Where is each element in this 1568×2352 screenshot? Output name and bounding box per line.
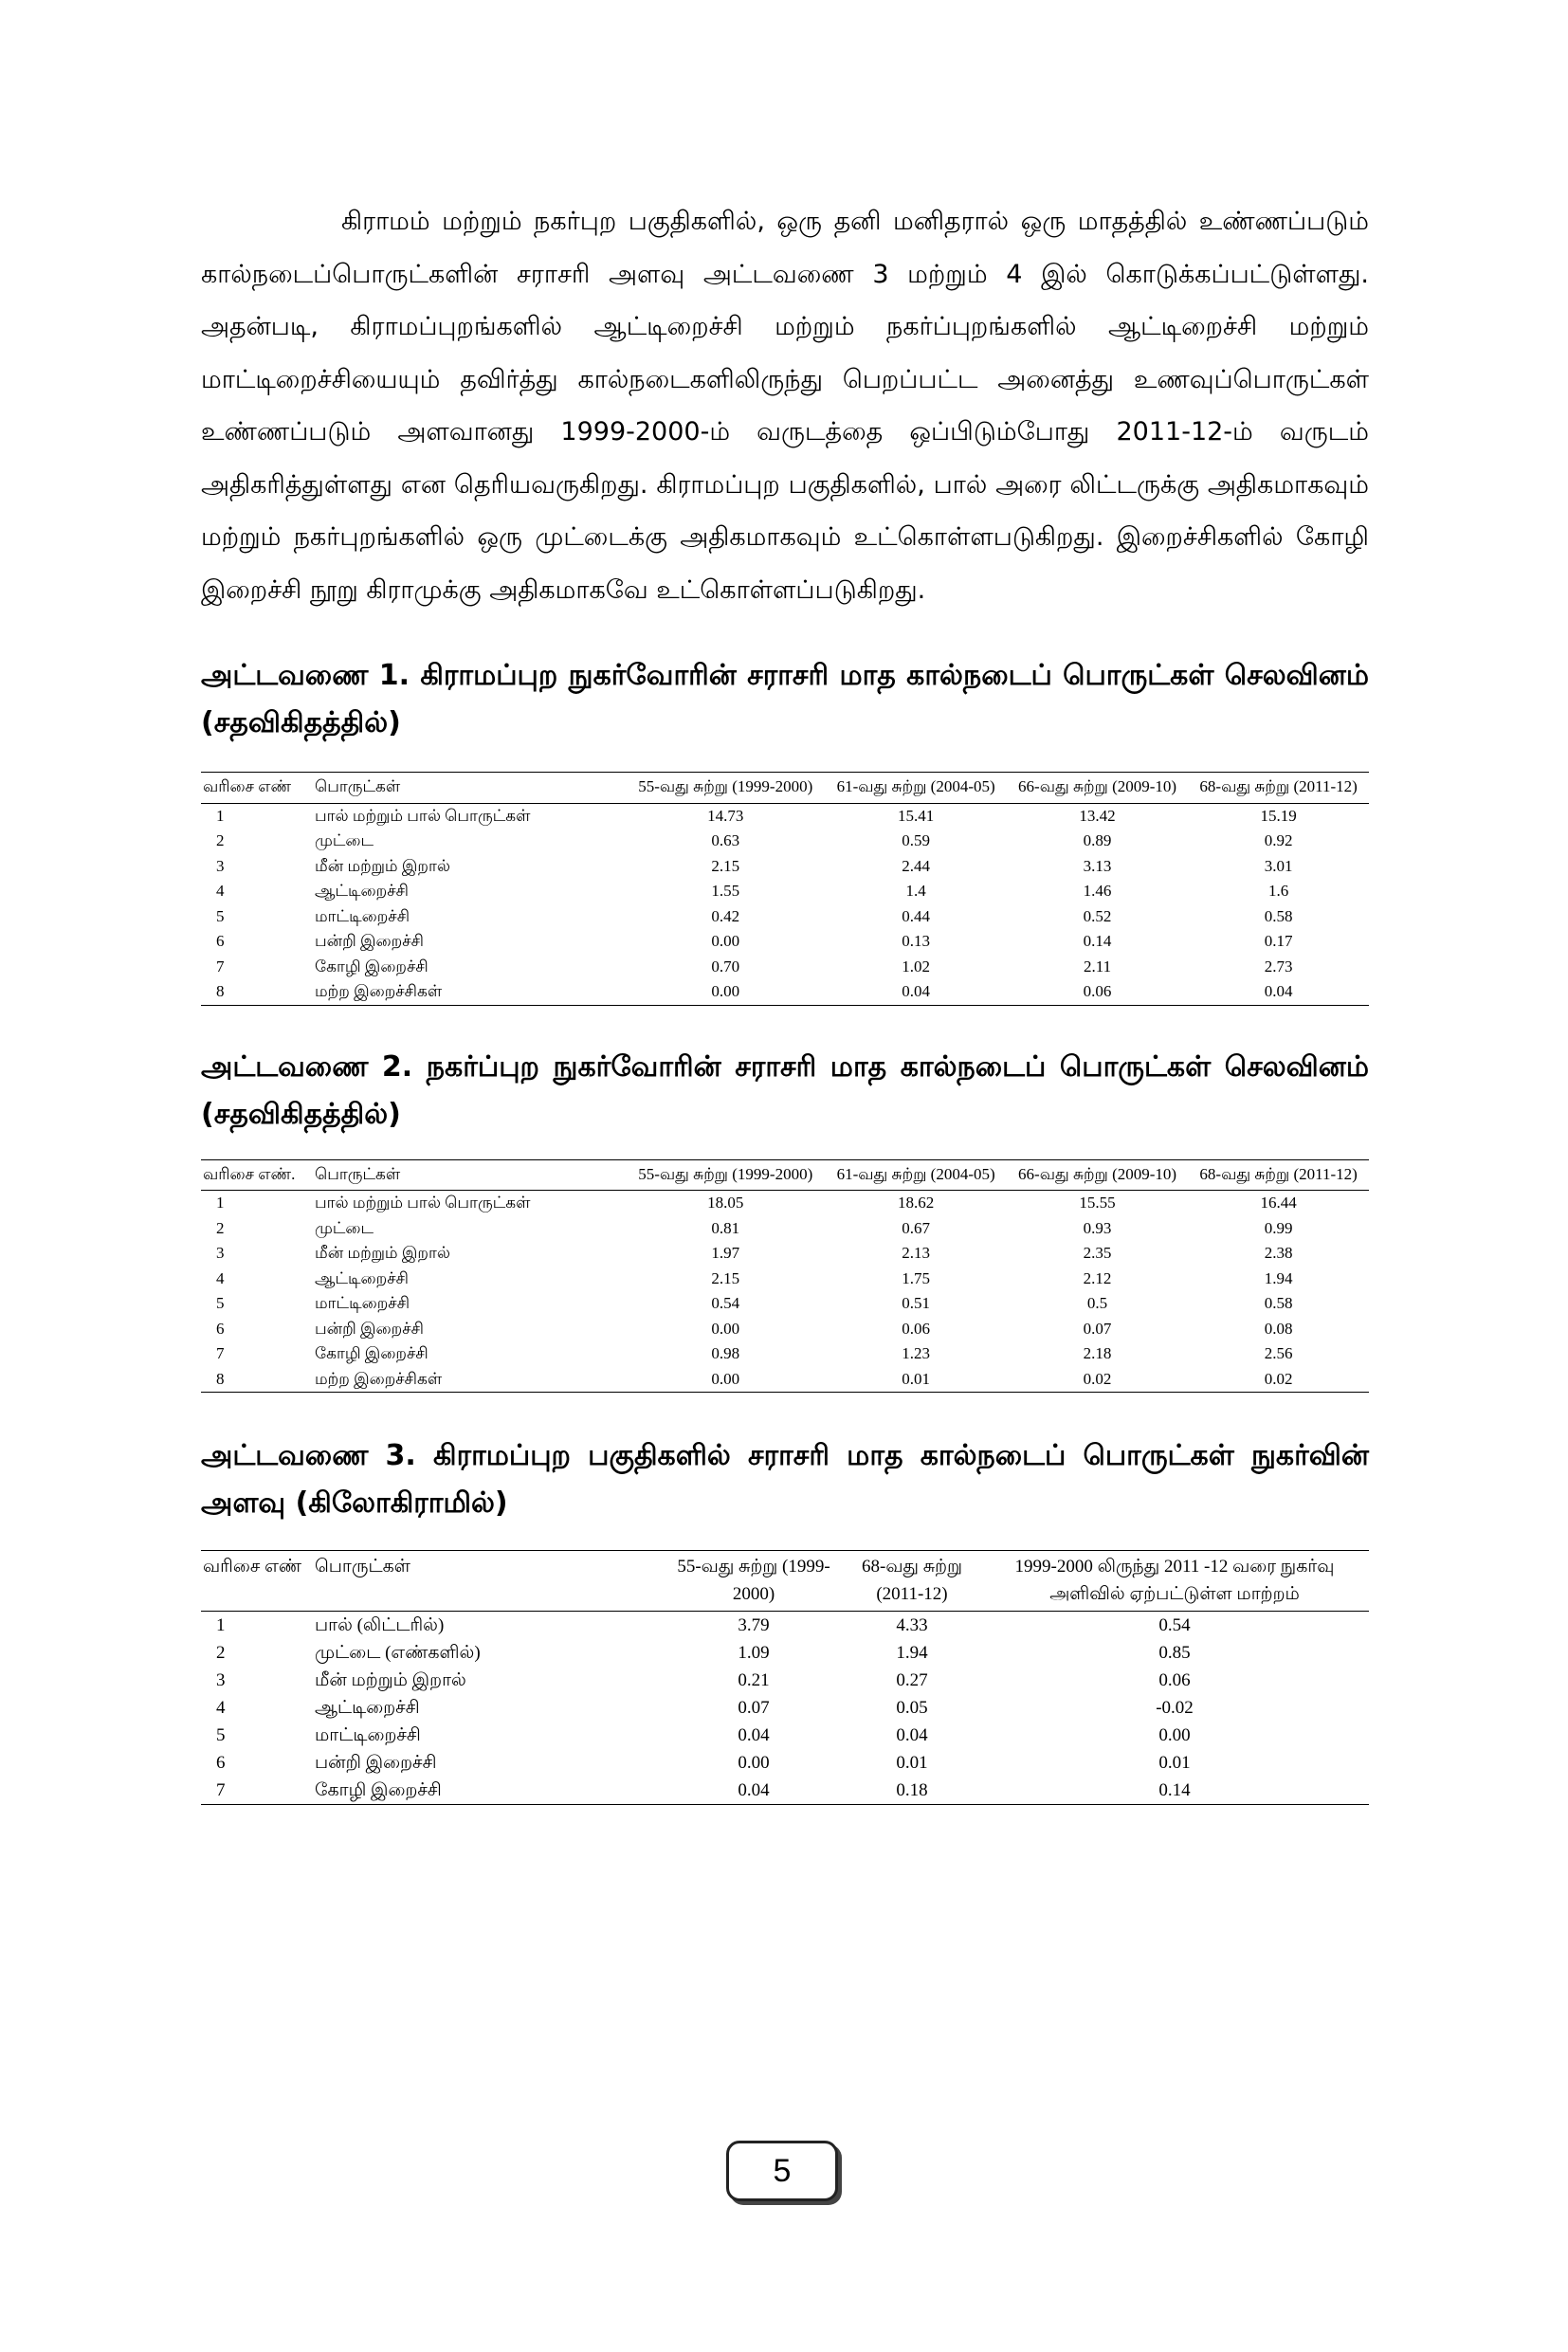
table1-value-cell: 2.73 <box>1264 957 1293 975</box>
table1-row <box>201 879 1369 904</box>
table3-value-cell: 0.01 <box>1158 1753 1191 1773</box>
table2-serial-cell: 8 <box>216 1369 225 1388</box>
table3-item-cell: முட்டை (எண்களில்) <box>315 1643 481 1663</box>
table2-header-row <box>201 1159 1369 1191</box>
table1-value-cell: 0.52 <box>1083 906 1112 925</box>
table1-value-cell: 3.01 <box>1264 856 1293 875</box>
table3-value-cell: 0.01 <box>896 1753 928 1773</box>
table3-item-cell: கோழி இறைச்சி <box>315 1780 442 1800</box>
table1-value-cell: 15.19 <box>1260 806 1297 825</box>
table1-row <box>201 854 1369 880</box>
table1-serial-cell: 2 <box>216 831 225 849</box>
table3-header-round55: 55-வது சுற்று (1999-2000) <box>677 1557 830 1604</box>
table2-serial-cell: 1 <box>216 1194 225 1212</box>
table2-header-round66: 66-வது சுற்று (2009-10) <box>1018 1164 1177 1183</box>
table2-value-cell: 1.23 <box>902 1344 931 1362</box>
table1-row <box>201 829 1369 854</box>
table2-value-cell: 2.56 <box>1264 1344 1293 1362</box>
table2-header-item: பொருட்கள் <box>315 1164 401 1183</box>
table1-header-serial: வரிசை எண் <box>203 777 292 795</box>
table1-serial-cell: 4 <box>216 882 225 900</box>
table2-value-cell: 0.98 <box>711 1344 740 1362</box>
table1-value-cell: 0.42 <box>711 906 740 925</box>
table3-serial-cell: 1 <box>216 1615 226 1635</box>
table1-value-cell: 0.04 <box>1264 982 1293 1000</box>
table2-value-cell: 0.00 <box>711 1369 740 1388</box>
table1-row <box>201 904 1369 930</box>
table2-value-cell: 2.15 <box>711 1268 740 1287</box>
table2-serial-cell: 3 <box>216 1244 225 1262</box>
table1-header-item: பொருட்கள் <box>315 777 401 795</box>
table1-row <box>201 929 1369 955</box>
table1-serial-cell: 3 <box>216 856 225 875</box>
table3-value-cell: 4.33 <box>896 1615 928 1635</box>
table1-value-cell: 0.92 <box>1264 831 1293 849</box>
table1-item-cell: ஆட்டிறைச்சி <box>315 882 409 900</box>
table3-serial-cell: 6 <box>216 1753 226 1773</box>
table2-value-cell: 0.58 <box>1264 1294 1293 1312</box>
table1-value-cell: 0.06 <box>1083 982 1112 1000</box>
table2-value-cell: 0.01 <box>902 1369 931 1388</box>
table2-header-serial: வரிசை எண். <box>203 1164 296 1183</box>
table2-value-cell: 0.02 <box>1264 1369 1293 1388</box>
table2-value-cell: 15.55 <box>1079 1194 1116 1212</box>
table1-value-cell: 3.13 <box>1083 856 1112 875</box>
table2-row <box>201 1267 1369 1292</box>
table1-value-cell: 0.17 <box>1264 932 1293 950</box>
table1-value-cell: 0.13 <box>902 932 931 950</box>
table1-value-cell: 2.44 <box>902 856 931 875</box>
page-number-badge <box>726 2141 840 2201</box>
table3-item-cell: ஆட்டிறைச்சி <box>315 1698 420 1718</box>
table2-value-cell: 1.97 <box>711 1244 740 1262</box>
table1-item-cell: மீன் மற்றும் இறால் <box>315 856 450 875</box>
table2-item-cell: கோழி இறைச்சி <box>315 1344 428 1362</box>
table3-value-cell: 0.21 <box>738 1670 770 1690</box>
table2-serial-cell: 6 <box>216 1319 225 1338</box>
table2-item-cell: பால் மற்றும் பால் பொருட்கள் <box>315 1194 531 1212</box>
table3-serial-cell: 7 <box>216 1780 226 1800</box>
table2-row <box>201 1367 1369 1393</box>
table2-row <box>201 1241 1369 1267</box>
table2-value-cell: 18.62 <box>898 1194 935 1212</box>
table2-value-cell: 0.54 <box>711 1294 740 1312</box>
table3-row <box>201 1639 1369 1667</box>
table2-item-cell: முட்டை <box>315 1218 374 1237</box>
table2-row <box>201 1191 1369 1216</box>
table3-value-cell: 0.04 <box>896 1725 928 1745</box>
table2-row <box>201 1341 1369 1367</box>
table3 <box>201 1550 1369 1805</box>
table3-value-cell: 0.04 <box>738 1780 770 1800</box>
table1-value-cell: 0.70 <box>711 957 740 975</box>
table3-value-cell: -0.02 <box>1156 1698 1194 1718</box>
table2 <box>201 1159 1369 1394</box>
table3-serial-cell: 2 <box>216 1643 226 1663</box>
table3-header-row <box>201 1551 1369 1612</box>
table1-value-cell: 2.11 <box>1083 957 1112 975</box>
body-paragraph: கிராமம் மற்றும் நகர்புற பகுதிகளில், ஒரு தனி மனிதரால் ஒரு மாதத்தில் உண்ணப்படும் கால்நடைப்பொருட்களின் சராசரி அளவு அட்டவணை 3 மற்றும் 4 இல் கொடுக்கப்பட்டுள்ளது. அதன்படி, கிராமப்புறங்களில் ஆட்டிறைச்சி மற்றும் நகர்ப்புறங்களில் ஆட்டிறைச்சி மற்றும் மாட்டிறைச்சியையும் தவிர்த்து கால்நடைகளிலிருந்து பெறப்பட்ட அனைத்து உணவுப்பொருட்கள் உண்ணப்படும் அளவானது 1999-2000-ம் வருடத்தை ஒப்பிடும்போது 2011-12-ம் வருடம் அதிகரித்துள்ளது என தெரியவருகிறது. கிராமப்புற பகுதிகளில், பால் அரை லிட்டருக்கு அதிகமாகவும் மற்றும் நகர்புறங்களில் ஒரு முட்டைக்கு அதிகமாகவும் உட்கொள்ளபடுகிறது. இறைச்சிகளில் கோழி இறைச்சி நூறு கிராமுக்கு அதிகமாகவே உட்கொள்ளப்படுகிறது. <box>201 207 1369 605</box>
table1-serial-cell: 6 <box>216 932 225 950</box>
table3-header-round68: 68-வது சுற்று (2011-12) <box>862 1557 962 1604</box>
table3-value-cell: 0.54 <box>1158 1615 1191 1635</box>
table1-row <box>201 955 1369 980</box>
table2-item-cell: ஆட்டிறைச்சி <box>315 1268 409 1287</box>
table2-value-cell: 0.02 <box>1083 1369 1112 1388</box>
table2-value-cell: 2.35 <box>1083 1244 1112 1262</box>
table1-value-cell: 0.58 <box>1264 906 1293 925</box>
table2-item-cell: பன்றி இறைச்சி <box>315 1319 424 1338</box>
table3-item-cell: பால் (லிட்டரில்) <box>315 1615 445 1635</box>
table2-serial-cell: 4 <box>216 1268 225 1287</box>
table1-value-cell: 1.02 <box>902 957 931 975</box>
table2-value-cell: 18.05 <box>707 1194 744 1212</box>
table1-value-cell: 0.00 <box>711 982 740 1000</box>
table2-row <box>201 1317 1369 1342</box>
table3-value-cell: 0.00 <box>1158 1725 1191 1745</box>
table1-value-cell: 14.73 <box>707 806 744 825</box>
table2-value-cell: 2.12 <box>1083 1268 1112 1287</box>
table2-value-cell: 0.06 <box>902 1319 931 1338</box>
table3-value-cell: 0.00 <box>738 1753 770 1773</box>
table2-value-cell: 2.13 <box>902 1244 931 1262</box>
table1-value-cell: 1.6 <box>1268 882 1289 900</box>
table3-serial-cell: 5 <box>216 1725 226 1745</box>
table1-value-cell: 13.42 <box>1079 806 1116 825</box>
table2-value-cell: 0.93 <box>1083 1218 1112 1237</box>
table2-value-cell: 0.99 <box>1264 1218 1293 1237</box>
table3-value-cell: 0.18 <box>896 1780 928 1800</box>
table3-row <box>201 1694 1369 1722</box>
table2-value-cell: 0.5 <box>1086 1294 1108 1312</box>
table3-row <box>201 1749 1369 1777</box>
table2-value-cell: 2.18 <box>1083 1344 1112 1362</box>
table2-header-round68: 68-வது சுற்று (2011-12) <box>1199 1164 1358 1183</box>
table3-item-cell: மீன் மற்றும் இறால் <box>315 1670 466 1690</box>
table1-value-cell: 0.89 <box>1083 831 1112 849</box>
table2-item-cell: மற்ற இறைச்சிகள் <box>315 1369 443 1388</box>
table2-body <box>201 1191 1369 1393</box>
table1-row <box>201 803 1369 829</box>
table2-value-cell: 0.00 <box>711 1319 740 1338</box>
table2-value-cell: 1.75 <box>902 1268 931 1287</box>
table1-item-cell: கோழி இறைச்சி <box>315 957 428 975</box>
table1-caption: அட்டவணை 1. கிராமப்புற நுகர்வோரின் சராசரி மாத கால்நடைப் பொருட்கள் செலவினம் (சதவிகிதத்தில்) <box>201 659 1369 739</box>
table1-value-cell: 0.59 <box>902 831 931 849</box>
table2-header-round55: 55-வது சுற்று (1999-2000) <box>638 1164 813 1183</box>
table3-header-change: 1999-2000 லிருந்து 2011 -12 வரை நுகர்வு அளிவில் ஏற்பட்டுள்ள மாற்றம் <box>1014 1557 1335 1604</box>
page-number: 5 <box>773 2153 792 2189</box>
table2-value-cell: 0.81 <box>711 1218 740 1237</box>
table3-caption: அட்டவணை 3. கிராமப்புற பகுதிகளில் சராசரி மாத கால்நடைப் பொருட்கள் நுகர்வின் அளவு (கிலோகிராமில்) <box>201 1439 1369 1520</box>
table1-row <box>201 979 1369 1005</box>
table1-value-cell: 1.55 <box>711 882 740 900</box>
table2-serial-cell: 2 <box>216 1218 225 1237</box>
table2-caption: அட்டவணை 2. நகர்ப்புற நுகர்வோரின் சராசரி மாத கால்நடைப் பொருட்கள் செலவினம் (சதவிகிதத்தில்) <box>201 1049 1369 1131</box>
table2-item-cell: மீன் மற்றும் இறால் <box>315 1244 450 1262</box>
table2-row <box>201 1291 1369 1317</box>
table3-value-cell: 0.07 <box>738 1698 770 1718</box>
table1-serial-cell: 1 <box>216 806 225 825</box>
table2-item-cell: மாட்டிறைச்சி <box>315 1294 410 1312</box>
table1-header-row <box>201 773 1369 804</box>
table1-item-cell: மற்ற இறைச்சிகள் <box>315 982 443 1000</box>
table3-header-item: பொருட்கள் <box>315 1557 410 1577</box>
table1-header-round66: 66-வது சுற்று (2009-10) <box>1018 777 1177 795</box>
table3-value-cell: 0.27 <box>896 1670 928 1690</box>
table1-value-cell: 0.63 <box>711 831 740 849</box>
table3-value-cell: 1.94 <box>896 1643 928 1663</box>
table2-value-cell: 16.44 <box>1260 1194 1297 1212</box>
table2-header-round61: 61-வது சுற்று (2004-05) <box>836 1164 995 1183</box>
table3-value-cell: 3.79 <box>738 1615 770 1635</box>
table1-header-round68: 68-வது சுற்று (2011-12) <box>1199 777 1358 795</box>
table3-value-cell: 0.04 <box>738 1725 770 1745</box>
table3-row <box>201 1612 1369 1640</box>
table3-serial-cell: 3 <box>216 1670 226 1690</box>
table2-serial-cell: 5 <box>216 1294 225 1312</box>
table1-header-round55: 55-வது சுற்று (1999-2000) <box>638 777 813 795</box>
table2-value-cell: 2.38 <box>1264 1244 1293 1262</box>
table1-value-cell: 0.44 <box>902 906 931 925</box>
table1-value-cell: 1.4 <box>905 882 926 900</box>
page-content <box>201 195 1369 1805</box>
table1-value-cell: 2.15 <box>711 856 740 875</box>
table1-item-cell: மாட்டிறைச்சி <box>315 906 410 925</box>
table3-row <box>201 1722 1369 1749</box>
table2-value-cell: 1.94 <box>1264 1268 1293 1287</box>
table1-serial-cell: 5 <box>216 906 225 925</box>
table1-body <box>201 803 1369 1005</box>
table1-value-cell: 0.14 <box>1083 932 1112 950</box>
table1-value-cell: 15.41 <box>898 806 935 825</box>
table2-serial-cell: 7 <box>216 1344 225 1362</box>
table3-value-cell: 0.85 <box>1158 1643 1191 1663</box>
table1-item-cell: பன்றி இறைச்சி <box>315 932 424 950</box>
table3-row <box>201 1777 1369 1805</box>
table3-serial-cell: 4 <box>216 1698 226 1718</box>
table2-row <box>201 1216 1369 1242</box>
table3-value-cell: 0.06 <box>1158 1670 1191 1690</box>
table2-value-cell: 0.51 <box>902 1294 931 1312</box>
table3-value-cell: 0.05 <box>896 1698 928 1718</box>
table3-value-cell: 1.09 <box>738 1643 770 1663</box>
table3-item-cell: மாட்டிறைச்சி <box>315 1725 421 1745</box>
table3-item-cell: பன்றி இறைச்சி <box>315 1753 437 1773</box>
table1-item-cell: முட்டை <box>315 831 374 849</box>
table1-serial-cell: 7 <box>216 957 225 975</box>
table1-value-cell: 0.00 <box>711 932 740 950</box>
table2-value-cell: 0.67 <box>902 1218 931 1237</box>
table1-serial-cell: 8 <box>216 982 225 1000</box>
table3-row <box>201 1667 1369 1694</box>
table1 <box>201 772 1369 1006</box>
table1-item-cell: பால் மற்றும் பால் பொருட்கள் <box>315 806 531 825</box>
table3-value-cell: 0.14 <box>1158 1780 1191 1800</box>
table1-value-cell: 0.04 <box>902 982 931 1000</box>
table1-header-round61: 61-வது சுற்று (2004-05) <box>836 777 995 795</box>
table2-value-cell: 0.07 <box>1083 1319 1112 1338</box>
table1-value-cell: 1.46 <box>1083 882 1112 900</box>
table2-value-cell: 0.08 <box>1264 1319 1293 1338</box>
table3-body <box>201 1612 1369 1805</box>
table3-header-serial: வரிசை எண் <box>203 1557 302 1577</box>
